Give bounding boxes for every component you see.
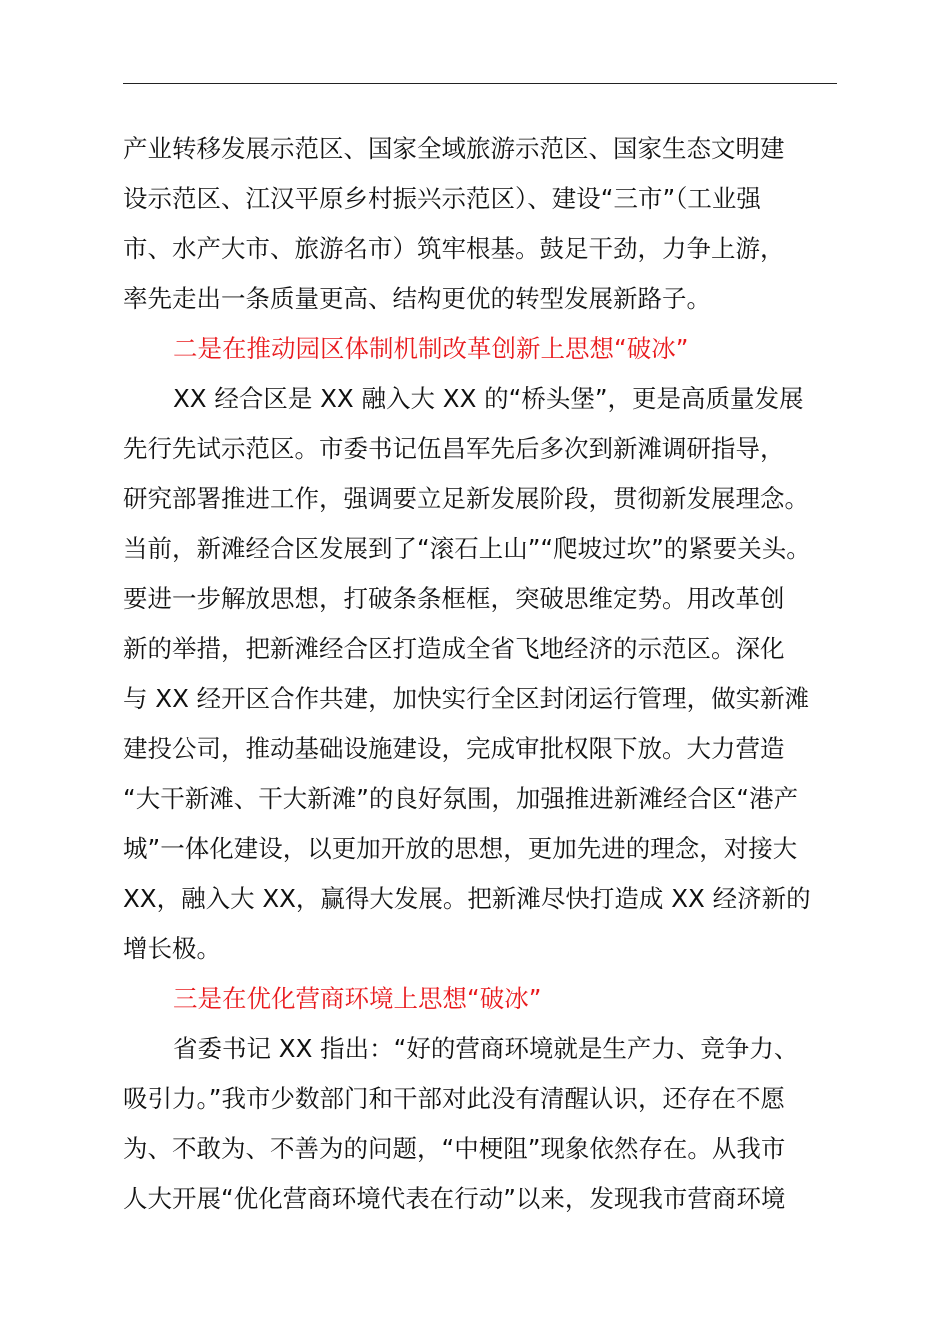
body-line: 设示范区、江汉平原乡村振兴示范区）、建设“三市”（工业强	[123, 184, 761, 213]
body-line: 省委书记 XX 指出：“好的营商环境就是生产力、竞争力、	[173, 1034, 799, 1063]
body-line: XX，融入大 XX，赢得大发展。把新滩尽快打造成 XX 经济新的	[123, 884, 811, 913]
body-line: “大干新滩、干大新滩”的良好氛围，加强推进新滩经合区“港产	[123, 784, 799, 813]
body-line: 吸引力。”我市少数部门和干部对此没有清醒认识，还存在不愿	[123, 1084, 785, 1113]
body-line: 增长极。	[123, 934, 221, 963]
body-line: 研究部署推进工作，强调要立足新发展阶段，贯彻新发展理念。	[123, 484, 809, 513]
body-line: 与 XX 经开区合作共建，加快实行全区封闭运行管理，做实新滩	[123, 684, 810, 713]
section-heading-2: 二是在推动园区体制机制改革创新上思想“破冰”	[173, 334, 689, 363]
body-line: 先行先试示范区。市委书记伍昌军先后多次到新滩调研指导，	[123, 434, 785, 463]
header-rule	[123, 83, 837, 84]
body-line: 市、水产大市、旅游名市）筑牢根基。鼓足干劲，力争上游，	[123, 234, 785, 263]
body-line: 率先走出一条质量更高、结构更优的转型发展新路子。	[123, 284, 711, 313]
body-line: 建投公司，推动基础设施建设，完成审批权限下放。大力营造	[123, 734, 785, 763]
body-line: 要进一步解放思想，打破条条框框，突破思维定势。用改革创	[123, 584, 785, 613]
body-line: 为、不敢为、不善为的问题，“中梗阻”现象依然存在。从我市	[123, 1134, 786, 1163]
body-line: 人大开展“优化营商环境代表在行动”以来，发现我市营商环境	[123, 1184, 786, 1213]
body-line: 产业转移发展示范区、国家全域旅游示范区、国家生态文明建	[123, 134, 785, 163]
section-heading-3: 三是在优化营商环境上思想“破冰”	[173, 984, 542, 1013]
body-line: 当前，新滩经合区发展到了“滚石上山”“爬坡过坎”的紧要关头。	[123, 534, 811, 563]
body-line: XX 经合区是 XX 融入大 XX 的“桥头堡”，更是高质量发展	[173, 384, 804, 413]
body-line: 城”一体化建设，以更加开放的思想，更加先进的理念，对接大	[123, 834, 798, 863]
body-line: 新的举措，把新滩经合区打造成全省飞地经济的示范区。深化	[123, 634, 785, 663]
